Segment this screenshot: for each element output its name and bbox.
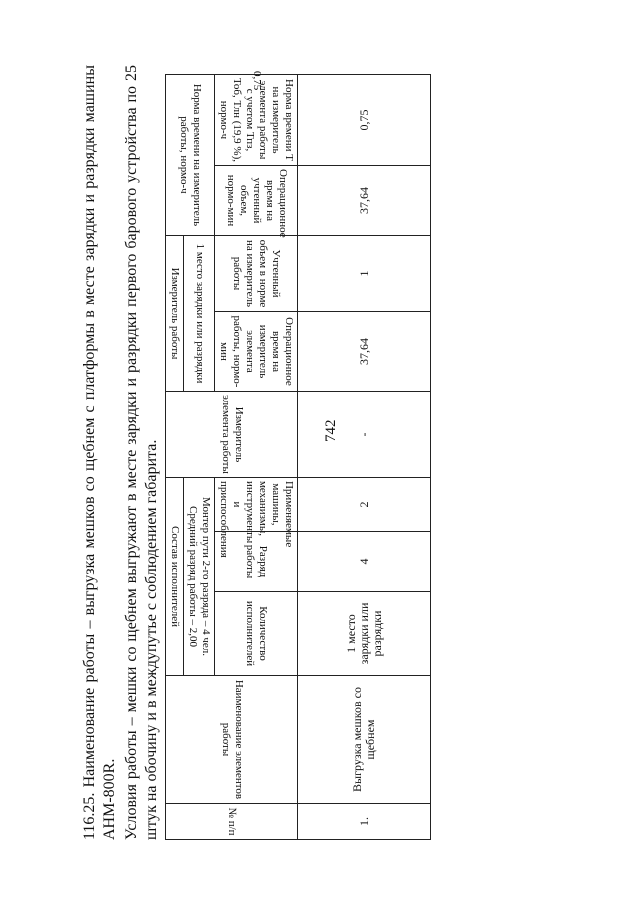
header-num: № п/п bbox=[166, 804, 298, 840]
header-op-time-volume: Операционное время на учтенный объем, нормо-мин bbox=[215, 165, 298, 235]
norm-table: № п/п Наименование элементов работы Состав исполнителей Измеритель элемента работы Измеритель работы Норма времени на измеритель работы, нормо-ч Монтер пути 2-го разряда – 4 чел. Средний разряд работы – 2,00 1 место зарядки или разрядки Количество исполнителей Разряд работы Применяемые машины, механизмы, инструменты и приспособления Операционное время на измеритель элемента работы, нормо-мин Учтенный объем в норме на измеритель работы Операционное время на учтенный объем, нормо-мин Норма времени Т на измеритель элемента работы с учетом Тпз, Тоб, Тлн (19,9 %), нормо-ч 0,75 1. Выгрузка мешков со щебнем 1 место зарядки или разрядки 4 2 - 37,64 1 37,64 0,75 bbox=[165, 74, 431, 840]
cell-meter: 1 место зарядки или разрядки bbox=[298, 592, 431, 676]
cell-grade: 2 bbox=[298, 477, 431, 531]
cell-name: Выгрузка мешков со щебнем bbox=[298, 676, 431, 804]
header-norm-time-element: Норма времени Т на измеритель элемента работы с учетом Тпз, Тоб, Тлн (19,9 %), нормо-ч bbox=[215, 74, 298, 165]
rotated-content bbox=[70, 65, 610, 840]
cell-machines: - bbox=[298, 391, 431, 477]
header-work-grade: Разряд работы bbox=[215, 532, 298, 592]
header-meter-work: Измеритель работы bbox=[166, 235, 184, 391]
work-conditions: Условия работы – мешки со щебнем выгружают в месте зарядки и разрядки первого барового устройства по 25 штук на обочину и в междупутье с соблюдением габарита. bbox=[123, 65, 160, 840]
header-meter-element: Измеритель элемента работы bbox=[166, 391, 298, 477]
header-op-volume-norm: Учтенный объем в норме на измеритель работы bbox=[215, 235, 298, 311]
cell-count: 4 bbox=[298, 532, 431, 592]
header-machines: Применяемые машины, механизмы, инструменты и приспособления bbox=[215, 477, 298, 531]
cell-op-time: 37,64 bbox=[298, 311, 431, 391]
header-crew: Состав исполнителей bbox=[166, 477, 184, 675]
cell-op-volume-time: 37,64 bbox=[298, 165, 431, 235]
work-heading: 116.25. Наименование работы – выгрузка мешков со щебнем с платформы в месте зарядки и разрядки машины АНМ-800R. bbox=[81, 65, 118, 840]
header-op-time-element: Операционное время на измеритель элемента работы, нормо-мин bbox=[215, 311, 298, 391]
header-element-name: Наименование элементов работы bbox=[166, 676, 298, 804]
cell-num: 1. bbox=[298, 804, 431, 840]
meter-work-value: 1 место зарядки или разрядки bbox=[184, 235, 215, 391]
cell-volume: 1 bbox=[298, 235, 431, 311]
cell-norm-time: 0,75 bbox=[298, 74, 431, 165]
header-performers-count: Количество исполнителей bbox=[215, 592, 298, 676]
table-row bbox=[298, 74, 431, 839]
crew-detail: Монтер пути 2-го разряда – 4 чел. Средний разряд работы – 2,00 bbox=[184, 477, 215, 675]
header-norm-group: Норма времени на измеритель работы, нормо-ч bbox=[166, 74, 215, 235]
page-number: 742 bbox=[323, 419, 339, 442]
